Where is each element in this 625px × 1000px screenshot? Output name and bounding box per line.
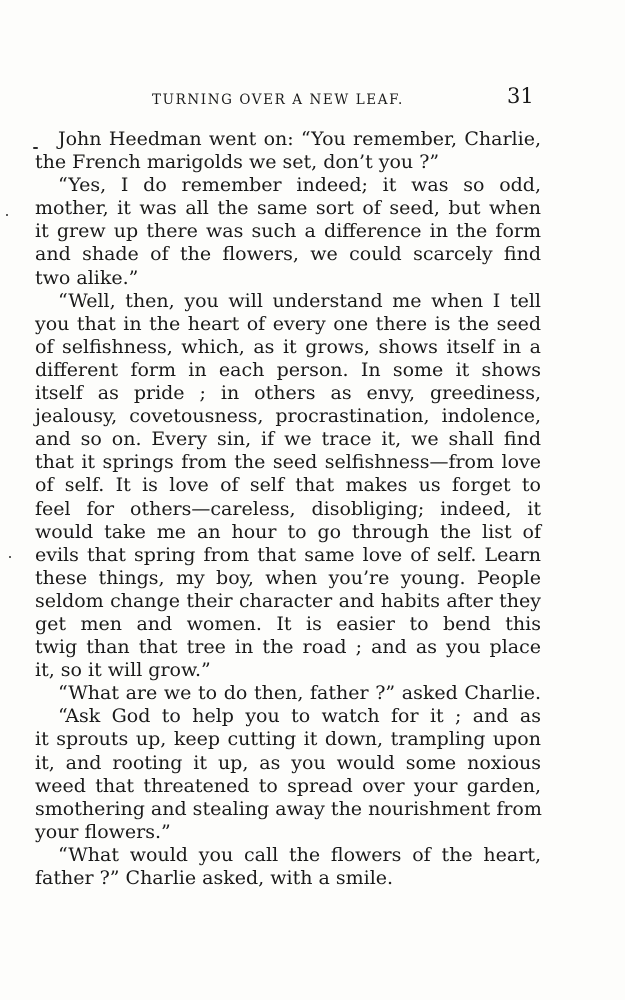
text-line: different form in each person. In some it shows: [35, 358, 541, 381]
text-line: seldom change their character and habits after they: [35, 589, 541, 612]
text-line: and shade of the flowers, we could scarcely find: [35, 243, 541, 266]
text-line: “Yes, I do remember indeed; it was so odd,: [58, 174, 541, 197]
text-line: it, so it will grow.”: [35, 659, 211, 682]
text-line: it grew up there was such a difference in the form: [35, 220, 541, 243]
text-line: smothering and stealing away the nourishment from: [35, 797, 542, 820]
text-line: it, and rooting it up, as you would some noxious: [35, 751, 541, 774]
text-line: John Heedman went on: “You remember, Charlie,: [58, 128, 541, 150]
text-line: mother, it was all the same sort of seed, but when: [35, 197, 541, 220]
text-line: these things, my boy, when you’re young. People: [35, 566, 541, 589]
margin-speck: [9, 556, 11, 558]
text-line: of selfishness, which, as it grows, shows itself in a: [35, 335, 541, 358]
text-line: “What would you call the flowers of the heart,: [58, 843, 541, 866]
text-line: would take me an hour to go through the list of: [35, 520, 541, 543]
text-line: of self. It is love of self that makes us forget to: [35, 474, 541, 497]
text-line: that it springs from the seed selfishness—from love: [35, 451, 541, 474]
body-text: [35, 128, 541, 918]
text-line: weed that threatened to spread over your garden,: [35, 774, 541, 797]
text-line: evils that spring from that same love of self. Learn: [35, 543, 541, 566]
text-line: “What are we to do then, father ?” asked Charlie.: [58, 682, 541, 705]
running-head: [0, 84, 625, 112]
text-line: jealousy, covetousness, procrastination, indolence,: [35, 405, 541, 428]
text-line: two alike.”: [35, 266, 139, 289]
text-line: it sprouts up, keep cutting it down, trampling upon: [35, 728, 541, 751]
running-title: TURNING OVER A NEW LEAF.: [152, 92, 404, 108]
text-line: “Ask God to help you to watch for it ; and as: [58, 705, 541, 728]
text-line: you that in the heart of every one there is the seed: [35, 312, 541, 335]
text-line: itself as pride ; in others as envy, greediness,: [35, 382, 541, 405]
text-line: your flowers.”: [35, 820, 171, 843]
text-line: father ?” Charlie asked, with a smile.: [35, 867, 394, 889]
text-line: “Well, then, you will understand me when I tell: [58, 289, 541, 312]
text-line: get men and women. It is easier to bend this: [35, 612, 541, 635]
text-line: and so on. Every sin, if we trace it, we shall find: [35, 428, 541, 451]
margin-speck: [6, 214, 8, 216]
text-line: the French marigolds we set, don’t you ?”: [35, 151, 440, 174]
text-line: feel for others—careless, disobliging; indeed, it: [35, 497, 541, 520]
text-line: twig than that tree in the road ; and as you place: [35, 636, 541, 659]
page-number: 31: [507, 84, 534, 108]
